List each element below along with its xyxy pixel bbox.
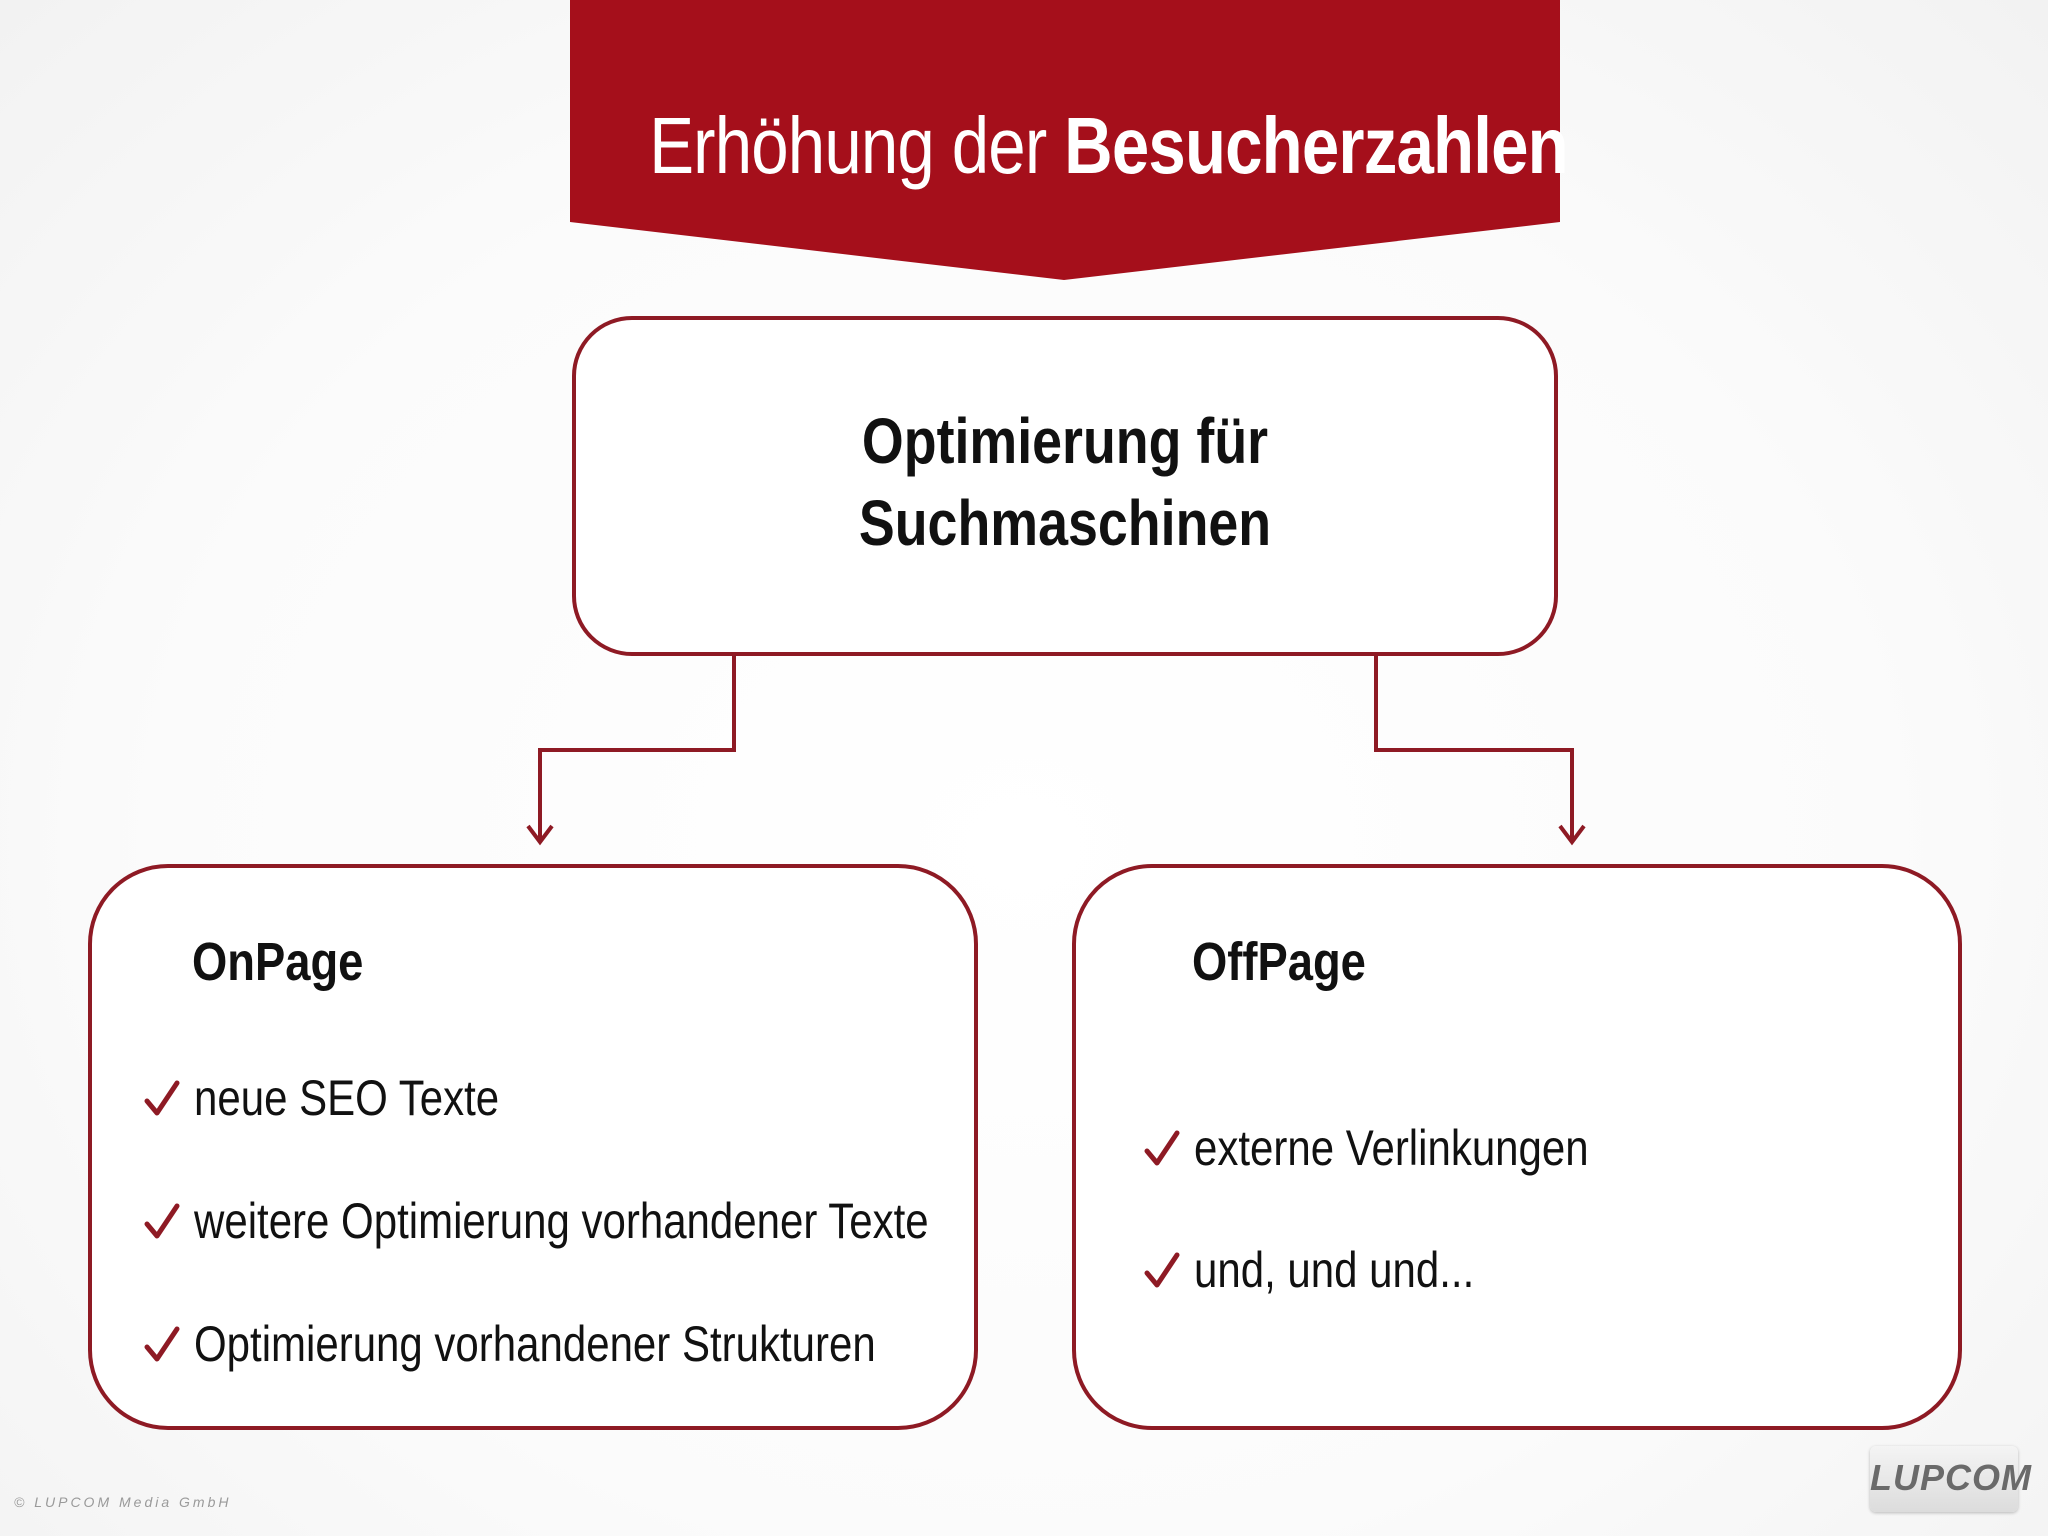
banner-title-regular: Erhöhung der — [649, 101, 1065, 190]
list-item — [144, 1314, 1006, 1374]
offpage-box — [1072, 864, 1962, 1430]
checkmark-icon — [1144, 1251, 1180, 1291]
seo-optimization-box — [572, 316, 1558, 656]
list-item — [144, 1191, 1069, 1251]
list-item — [144, 1068, 557, 1128]
checkmark-icon — [144, 1079, 180, 1119]
logo-text: LUPCOM — [1870, 1457, 2032, 1498]
onpage-item-2: weitere Optimierung vorhandener Texte — [194, 1193, 929, 1249]
connector-right — [1376, 656, 1572, 842]
onpage-heading: OnPage — [192, 932, 364, 992]
seo-title-line-1: Optimierung für — [861, 405, 1269, 477]
connector-left — [540, 656, 734, 842]
onpage-item-1: neue SEO Texte — [194, 1070, 500, 1126]
list-item — [1144, 1118, 1664, 1178]
seo-optimization-title — [654, 400, 1476, 564]
lupcom-logo — [1870, 1446, 2032, 1512]
checkmark-icon — [1144, 1129, 1180, 1169]
offpage-item-2: und, und und... — [1194, 1242, 1475, 1298]
onpage-item-3: Optimierung vorhandener Strukturen — [194, 1316, 876, 1372]
offpage-heading: OffPage — [1192, 932, 1366, 992]
offpage-item-1: externe Verlinkungen — [1194, 1120, 1589, 1176]
onpage-box — [88, 864, 978, 1430]
checkmark-icon — [144, 1325, 180, 1365]
list-item — [1144, 1240, 1528, 1300]
banner-title-bold: Besucherzahlen — [1064, 101, 1568, 190]
seo-title-line-2: Suchmaschinen — [858, 487, 1272, 559]
copyright-text: © LUPCOM Media GmbH — [14, 1494, 232, 1510]
checkmark-icon — [144, 1202, 180, 1242]
